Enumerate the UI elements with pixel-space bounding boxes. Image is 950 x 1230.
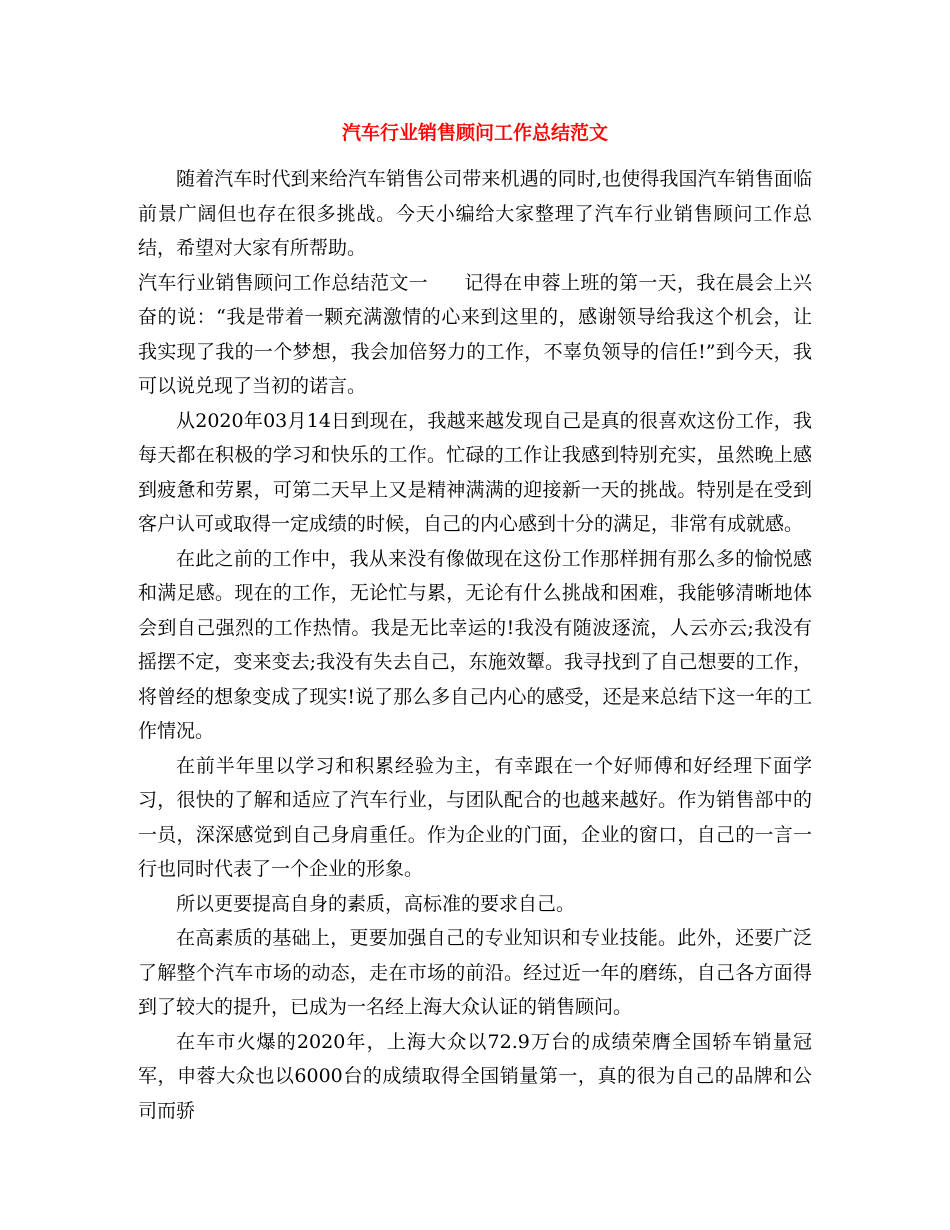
document-title: 汽车行业销售顾问工作总结范文 (341, 122, 608, 144)
document-body (138, 162, 812, 1128)
paragraph-first-half: 在前半年里以学习和积累经验为主，有幸跟在一个好师傅和好经理下面学习，很快的了解和适应了汽车行业，与团队配合的也越来越好。作为销售部中的一员，深深感觉到自己身肩重任。作为企业的门面，企业的窗口，自己的一言一行也同时代表了一个企业的形象。 (138, 754, 812, 880)
section-first-paragraph: 记得在申蓉上班的第一天，我在晨会上兴奋的说：“我是带着一颗充满激情的心来到这里的，感谢领导给我这个机会，让我实现了我的一个梦想，我会加倍努力的工作，不辜负领导的信任!”到今天，我可以说兑现了当初的诺言。 (138, 271, 812, 397)
paragraph-satisfaction: 在此之前的工作中，我从来没有像做现在这份工作那样拥有那么多的愉悦感和满足感。现在的工作，无论忙与累，无论有什么挑战和困难，我能够清晰地体会到自己强烈的工作热情。我是无比幸运的!我没有随波逐流，人云亦云;我没有摇摆不定，变来变去;我没有失去自己，东施效颦。我寻找到了自己想要的工作，将曾经的想象变成了现实!说了那么多自己内心的感受，还是来总结下这一年的工作情况。 (138, 547, 812, 742)
paragraph-quality: 所以更要提高自身的素质，高标准的要求自己。 (176, 892, 576, 915)
paragraph-market: 在车市火爆的2020年，上海大众以72.9万台的成绩荣膺全国轿车销量冠军，申蓉大众也以6000台的成绩取得全国销量第一，真的很为自己的品牌和公司而骄 (138, 1030, 812, 1122)
paragraph-skills: 在高素质的基础上，更要加强自己的专业知识和专业技能。此外，还要广泛了解整个汽车市场的动态，走在市场的前沿。经过近一年的磨练，自己各方面得到了较大的提升，已成为一名经上海大众认证的销售顾问。 (138, 927, 812, 1018)
section-heading: 汽车行业销售顾问工作总结范文一 (138, 271, 428, 294)
paragraph-intro: 随着汽车时代到来给汽车销售公司带来机遇的同时,也使得我国汽车销售面临前景广阔但也存在很多挑战。今天小编给大家整理了汽车行业销售顾问工作总结，希望对大家有所帮助。 (138, 168, 812, 259)
paragraph-start-date: 从2020年03月14日到现在，我越来越发现自己是真的很喜欢这份工作，我每天都在积极的学习和快乐的工作。忙碌的工作让我感到特别充实，虽然晚上感到疲惫和劳累，可第二天早上又是精神满满的迎接新一天的挑战。特别是在受到客户认可或取得一定成绩的时候，自己的内心感到十分的满足，非常有成就感。 (138, 409, 812, 535)
section-paragraph (138, 266, 812, 404)
